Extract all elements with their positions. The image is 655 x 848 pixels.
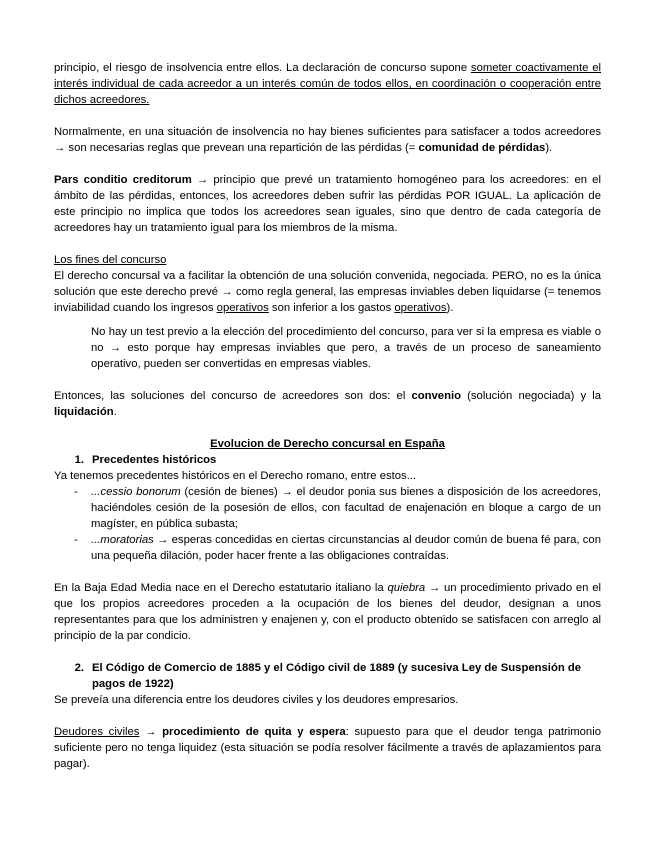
paragraph-baja-edad-media: En la Baja Edad Media nace en el Derecho estatutario italiano la quiebra → un procedimiento privado en el que los propios acreedores proceden a la ocupación de los bienes del deudor, designan a unos representantes para que los administren y enajenen y, con el producto obtenido se satisfacen con arreglo al principio de la par condicio. [54, 582, 602, 642]
term-liquidacion: liquidación [54, 406, 114, 418]
paragraph-pars-conditio: Pars conditio creditorum → principio que prevé un tratamiento homogéneo para los acreedores: en el ámbito de las pérdidas, entonces, los acreedores deben sufrir las pérdidas POR IGUAL. La aplicación de este principio no implica que todos los acreedores sean iguales, sino que dentro de cada categoría de acreedores hay un tratamiento igual para los miembros de la misma. [54, 174, 601, 234]
term-deudores-civiles: Deudores civiles [54, 726, 140, 738]
paragraph-soluciones: Entonces, las soluciones del concurso de acreedores son dos: el convenio (solución negociada) y la liquidación. [54, 390, 601, 418]
paragraph-codigo-intro: Se preveía una diferencia entre los deudores civiles y los deudores empresarios. [54, 694, 459, 706]
paragraph-deudores-civiles: Deudores civiles → procedimiento de quita y espera: supuesto para que el deudor tenga patrimonio suficiente pero no tenga liquidez (esta situación se podía resolver fácilmente a través de aplazamientos para pagar). [54, 726, 602, 770]
term-quiebra: quiebra [387, 582, 426, 594]
term-convenio: convenio [411, 390, 462, 402]
paragraph-comunidad-perdidas: Normalmente, en una situación de insolvencia no hay bienes suficientes para satisfacer a todos acreedores → son necesarias reglas que prevean una repartición de las pérdidas (= comunidad de pérdidas). [54, 126, 601, 154]
list-item-cessio-bonorum: - ...cessio bonorum (cesión de bienes) → el deudor ponia sus bienes a disposición de los acreedores, haciéndoles cesión de la posesión de ellos, con facultad de enajenación en bloque a cargo de un magíster, en pública subasta; [74, 486, 601, 530]
paragraph-fines-concurso: El derecho concursal va a facilitar la obtención de una solución convenida, negociada. PERO, no es la única solución que este derecho prevé → como regla general, las empresas inviables deben liquidarse (= tenemos inviabilidad cuando los ingresos operativos son inferior a los gastos operativos). [54, 270, 601, 314]
term-comunidad-de-perdidas: comunidad de pérdidas [418, 142, 546, 154]
heading-fines-concurso: Los fines del concurso [54, 254, 167, 266]
paragraph-insolvencia-principio: principio, el riesgo de insolvencia entre ellos. La declaración de concurso supone someter coactivamente el interés individual de cada acreedor a un interés común de todos ellos, en coordinación o cooperación entre dichos acreedores. [54, 62, 601, 106]
list-item-moratorias: - ...moratorias → esperas concedidas en ciertas circunstancias al deudor común de buena fé para, con una pequeña dilación, poder hacer frente a las obligaciones contraídas. [74, 534, 601, 562]
section-title: Evolucion de Derecho concursal en España [210, 438, 445, 450]
document-page [54, 60, 601, 772]
underlined-definition: someter coactivamente el interés individual de cada acreedor a un interés común de todos ellos, en coordinación o cooperación entre dichos acreedores. [54, 62, 601, 106]
term-quita-y-espera: procedimiento de quita y espera [162, 726, 346, 738]
paragraph-precedentes-intro: Ya tenemos precedentes históricos en el Derecho romano, entre estos... [54, 470, 417, 482]
term-pars-conditio: Pars conditio creditorum [54, 174, 192, 186]
indented-paragraph-test: No hay un test previo a la elección del procedimiento del concurso, para ver si la empresa es viable o no → esto porque hay empresas inviables que pero, a través de un proceso de saneamiento operativo, pueden ser convertidas en empresas viables. [91, 326, 601, 370]
numbered-heading-1: 1. Precedentes históricos [74, 454, 217, 466]
numbered-heading-2: 2. El Código de Comercio de 1885 y el Código civil de 1889 (y sucesiva Ley de Suspensión de pagos de 1922) [74, 662, 582, 690]
